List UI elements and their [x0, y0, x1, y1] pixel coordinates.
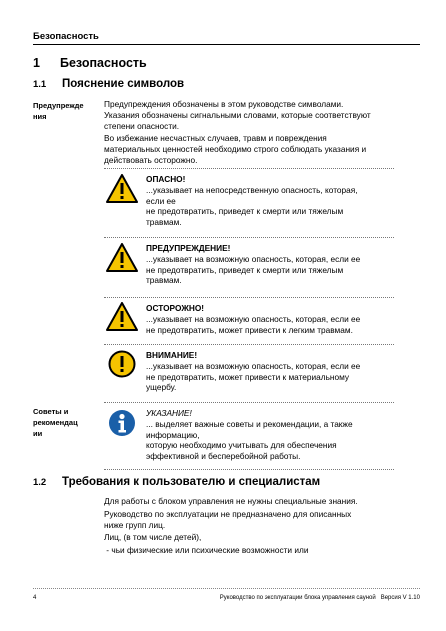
warning-triangle-icon: [106, 174, 138, 208]
caution-notice: ОСТОРОЖНО! ...указывает на возможную опасность, которая, если ее не предотвратить, может привести к легким травмам.: [104, 297, 394, 342]
notice-title: УКАЗАНИЕ!: [146, 408, 192, 418]
section-1-2-heading: [33, 476, 320, 488]
section-title: Требования к пользователю и специалистам: [62, 476, 321, 488]
section-1-heading: [33, 56, 147, 70]
warning-notice: ПРЕДУПРЕЖДЕНИЕ! ...указывает на возможную опасность, которая, если ее не предотвратить, приведет к смерти или тяжелым травмам.: [104, 237, 394, 293]
tip-notice: УКАЗАНИЕ! ... выделяет важные советы и рекомендации, а также информацию, которую необходимо учитывать для обеспечения эффективной и бесперебойной работы.: [104, 402, 394, 470]
section-title: Безопасность: [60, 56, 147, 70]
danger-notice: ОПАСНО! ...указывает на непосредственную опасность, которая, если ее не предотвратить, приведет к смерти или тяжелым травмам.: [104, 168, 394, 234]
notice-title: ВНИМАНИЕ!: [146, 350, 198, 360]
section-number: 1.2: [33, 477, 47, 488]
warnings-side-label: Предупрежде ния: [33, 101, 84, 121]
requirements-text: Для работы с блоком управления не нужны специальные знания. Руководство по эксплуатации не предназначено для описанных ниже групп лиц. Лиц, (в том числе детей), - чьи физические или психические возможности или: [104, 496, 358, 556]
section-number: 1: [33, 56, 40, 70]
header-divider: [33, 44, 420, 45]
warnings-intro-text: Предупреждения обозначены в этом руководстве символами. Указания обозначены сигнальными словами, которые соответствуют степени опасности. Во избежание несчастных случаев, травм и повреждения материальных ценностей необходимо строго соблюдать указания и действовать осторожно.: [104, 99, 371, 165]
section-1-1-heading: [33, 78, 184, 90]
section-number: 1.1: [33, 79, 47, 90]
footer-text: Руководство по эксплуатации блока управления сауной Версия V 1.10: [219, 595, 420, 601]
warning-triangle-icon: [106, 243, 138, 277]
info-icon: [108, 409, 136, 442]
notice-title: ОПАСНО!: [146, 174, 186, 184]
warning-triangle-icon: [106, 302, 138, 336]
notice-title: ПРЕДУПРЕЖДЕНИЕ!: [146, 243, 231, 253]
attention-notice: ВНИМАНИЕ! ...указывает на возможную опасность, которая, если ее не предотвратить, может привести к материальному ущербу.: [104, 344, 394, 400]
footer-divider: [33, 588, 420, 589]
running-header: Безопасность: [33, 31, 99, 42]
exclamation-circle-icon: [108, 350, 136, 383]
section-title: Пояснение символов: [62, 78, 185, 90]
tips-side-label: Советы и рекомендац ии: [33, 407, 78, 438]
notice-title: ОСТОРОЖНО!: [146, 303, 205, 313]
page-number: 4: [33, 595, 37, 601]
